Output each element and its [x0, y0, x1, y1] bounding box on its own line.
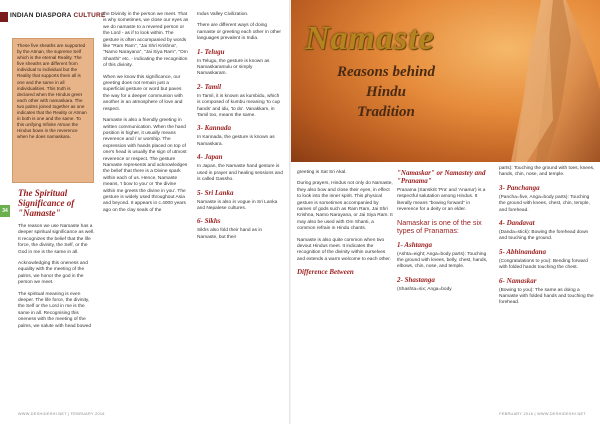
callout-text: These five sheaths are supported by the Atman, the supreme Self which is the eternal Reality. The five sheaths are different from individual to individual but the Reality that supports them all is one and the same in all individualities. This truth is declared when the Hindus greet each other with namaskara. The two palms joined together as one indicates that the Reality or Atman in both is one and the same. To this unifying Infinite Atman the Hindus bows in the reverence when he does namaskara.	[17, 43, 87, 140]
sikhs-heading: 6- Sikhs	[197, 217, 221, 226]
hero-subtitle-line: Hindu	[365, 84, 407, 100]
paragraph: When we know this significance, our greeting does not remain just a superficial gesture or word but paves the way for a deeper communion with another in an atmosphere of love and respect.	[103, 74, 183, 112]
paragraph: parts): Touching the ground with toes, knees, hands, chin, nose, and temple.	[499, 166, 595, 178]
section-header	[10, 12, 106, 19]
hero-title: Namaste	[305, 20, 435, 57]
header-color-bar	[0, 12, 8, 22]
hero-subtitle-line: Tradition	[357, 104, 415, 120]
tamil-text: In Tamil, it is known as kumbidu, which is composed of kumbu meaning 'to cup hands' and idu, 'to do'. Vanakkam, in Tamil too, means the same.	[197, 93, 281, 119]
paragraph: Pranama (Sanskrit 'Pra' and 'Anama') is a respectful salutation among Hindus. It literally means "bowing forward" in reverence for a deity or an elder.	[397, 188, 486, 213]
shastanga-heading: 2- Shastanga	[397, 275, 435, 284]
left-column-2	[103, 12, 189, 219]
footer-left: WWW.DESHIDESHI.NET | FEBRUARY 2016	[18, 412, 105, 416]
ashtanga-heading: 1- Ashtanga	[397, 240, 432, 249]
kannada-text: In Kannada, the gesture is known as Namaskara.	[197, 135, 275, 147]
namaskar-text: (Bowing to you): The same as doing a Namaste with folded hands and touching the forehead.	[499, 287, 594, 306]
shastanga-text: (Shashta=six; Anga=body	[397, 286, 452, 292]
difference-heading: Difference Between	[297, 268, 354, 277]
panchanga-text: (Pancha=five, Anga=body parts): Touching the ground with knees, chest, chin, temple, and forehead.	[499, 194, 590, 213]
paragraph: The reason we use Namaste has a deeper spiritual significance as well. It recognizes the belief that the life force, the divinity, the Self, or the God in me is the same in all.	[18, 224, 95, 255]
footer-right: FEBRUARY 2016 | WWW.DESHIDESHI.NET	[499, 412, 586, 416]
subsection-name: CULTURE	[73, 12, 106, 19]
page-number-tab: 34	[0, 205, 10, 217]
paragraph: There are different ways of doing namaste or greeting each other in other languages prevalent in India.	[197, 23, 281, 42]
tamil-heading: 2- Tamil	[197, 82, 222, 91]
japan-text: In Japan, the Namaste hand gesture is used in prayer and healing sessions and is called Gassho.	[197, 164, 283, 183]
sikhs-text: Sikhs also fold their hand as in Namaste, but their	[197, 228, 263, 240]
telugu-heading: 1- Telugu	[197, 47, 225, 56]
callout-box	[12, 38, 94, 183]
dandavat-text: (Danda=stick): Bowing the forehead down and touching the ground.	[499, 230, 589, 242]
paragraph: greeting is Sat Sri Akal.	[297, 170, 347, 175]
paragraph: Namaste is also quite common when two devout Hindus meet. It indicates the recognition of the divinity within ourselves and extends a warm welcome to each other.	[297, 237, 391, 262]
kannada-heading: 3- Kannada	[197, 124, 232, 133]
sri-lanka-text: Namaste is also in vogue in Sri Lanka and Nepalese cultures.	[197, 199, 278, 211]
sri-lanka-heading: 5- Sri Lanka	[197, 188, 234, 197]
paragraph: The spiritual meaning is even deeper. The life force, the divinity, the Self or the Lord in me is the same in all. Recognising this oneness with the meeting of the palms, we salute with head bowed	[18, 291, 92, 329]
telugu-text: In Telugu, the gesture is known as Namaskaramulu or simply Namaskaram.	[197, 58, 270, 77]
abhinandana-text: (Congratulations to you): Bending forward with folded hands touching the chest.	[499, 258, 588, 271]
paragraph: During prayers, Hindus not only do Namaste, they also bow and close their eyes, in effect to look into the inner spirit. This physical gesture is sometimes accompanied by names of gods such as Ram Ram, Jai Shri Krishna, Namo Narayana, or Jai Siya Ram. It may also be used with Om Shanti, a common refrain in Hindu chants.	[297, 181, 393, 232]
hero-image	[291, 0, 600, 162]
ashtanga-text: (Ashta=eight; Anga=body parts): Touching the ground with knees, belly, chest, hands, elbows, chin, nose, and temple.	[397, 251, 488, 270]
abhinandana-heading: 5- Abhinandana	[499, 247, 547, 256]
section-name: INDIAN DIASPORA	[10, 12, 72, 19]
six-types-lead: Namaskar is one of the six types of Pranamas:	[397, 217, 482, 236]
hero-subtitle-line: Reasons behind	[337, 64, 435, 80]
left-column-3	[197, 12, 283, 246]
paragraph: the Divinity in the person we meet. That is why sometimes, we close our eyes as we do namaste to a revered person or the Lord - as if to look within. The gesture is often accompanied by words like "Ram Ram", "Jai Shri Krishna", "Namo Narayana", "Jai Siya Ram", "Om Shanthi" etc. - indicating the recognition of this divinity.	[103, 12, 189, 69]
paragraph: Namaste is also a friendly greeting in written communication. When the hand position is higher, it usually means reverence and / or worship. The expression with hands placed on top of one's head is usually the sign of utmost reverence or respect. The gesture Namaste represents and acknowledges the belief that there is a Divine spark within each of us. Hence, Namaste means, 'I bow to you' or 'the divine within me greets the divine in you'. The gesture is widely used throughout Asia and beyond. It appears in c.4000 years ago on the clay seals of the	[103, 118, 188, 213]
spiritual-significance-heading: The Spiritual Significance of "Namaste"	[18, 188, 75, 218]
right-column-3	[499, 166, 595, 312]
japan-heading: 4- Japan	[197, 153, 223, 162]
panchanga-heading: 3- Panchanga	[499, 183, 540, 192]
paragraph: Indus Valley Civilization.	[197, 12, 249, 17]
right-page	[291, 0, 600, 424]
right-column-1	[297, 170, 393, 279]
paragraph: Acknowledging this oneness and equality with the meeting of the palms, we honor the god in the person we meet.	[18, 261, 88, 286]
right-column-2	[397, 166, 491, 298]
dandavat-heading: 4- Dandavat	[499, 219, 535, 228]
left-column-1	[18, 188, 96, 335]
namaskar-heading: 6- Namaskar	[499, 276, 537, 285]
left-page	[0, 0, 290, 424]
namaskar-pranama-heading: "Namaskar" or Namastey and "Pranama"	[397, 169, 486, 185]
